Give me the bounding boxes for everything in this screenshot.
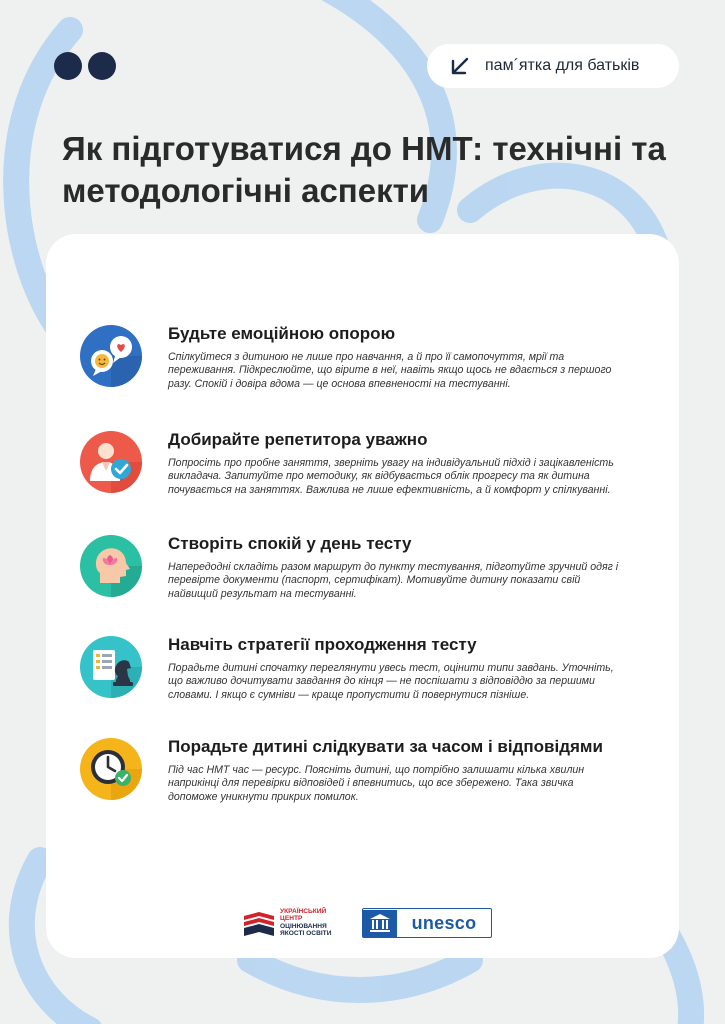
clock-check-icon: [80, 738, 142, 800]
tip-item: [80, 636, 650, 726]
partner-logos: [242, 906, 502, 942]
parents-memo-badge: [427, 44, 679, 88]
tip-item: [80, 535, 650, 625]
tip-text: Спілкуйтеся з дитиною не лише про навчання, а й про її самопочуття, мрії та переживання. Підкреслюйте, що вірите в неї, навіть якщо щось не вдається з першого разу. Спокій і довіра вдома — це основа впевненості на тестуванні.: [168, 351, 612, 390]
tip-title: Порадьте дитині слідкувати за часом і відповідями: [168, 737, 603, 756]
ucoyo-logo: [242, 906, 342, 940]
badge-label: пам´ятка для батьків: [485, 57, 640, 74]
tip-item: [80, 738, 650, 828]
ucoyo-line: ОЦІНЮВАННЯ: [280, 922, 327, 930]
tip-item: [80, 431, 650, 521]
dot: [88, 52, 116, 80]
tutor-check-icon: [80, 431, 142, 493]
tip-text: Під час НМТ час — ресурс. Поясніть дитині, що потрібно залишати кілька хвилин наприкінці для перевірки відповідей і впевнитись, що все збережено. Така звичка допоможе уникнути прикрих помилок.: [168, 764, 585, 803]
ucoyo-line: ЯКОСТІ ОСВІТИ: [280, 930, 332, 938]
ucoyo-line: УКРАЇНСЬКИЙ: [280, 908, 327, 915]
dot: [54, 52, 82, 80]
tips-card: [46, 234, 679, 958]
tip-text: Напередодні складіть разом маршрут до пункту тестування, підготуйте зручний одяг і перевірте документи (паспорт, сертифікат). Мотивуйте дитину показати свій найвищий результат на тестуванні.: [168, 561, 619, 600]
ucoyo-text: [280, 908, 342, 938]
unesco-logo: [362, 908, 492, 938]
chat-bubbles-icon: [80, 325, 142, 387]
tip-title: Створіть спокій у день тесту: [168, 534, 412, 553]
decorative-dots: [54, 52, 116, 80]
tip-text: Порадьте дитині спочатку переглянути увесь тест, оцінити типи завдань. Уточніть, що важливо дочитувати завдання до кінця — не поспішати з відповіддю за першими словами. І якщо є сумніви — краще пропустити й повернутися пізніше.: [168, 662, 614, 701]
ucoyo-line: ЦЕНТР: [280, 915, 303, 923]
chess-strategy-icon: [80, 636, 142, 698]
temple-glyph: [368, 913, 392, 933]
tip-title: Навчіть стратегії проходження тесту: [168, 635, 477, 654]
tip-text: Попросіть про пробне заняття, зверніть увагу на індивідуальний підхід і зацікавленість викладача. Запитуйте про методику, як відбувається облік прогресу та як дитина почувається на заняттях. Важлива не лише ефективність, а й комфорт у спілкуванні.: [168, 457, 614, 496]
arrow-down-left-icon: [449, 55, 471, 77]
tip-item: [80, 325, 650, 415]
page-title: Як підготуватися до НМТ: технічні та методологічні аспекти: [62, 130, 666, 209]
ucoyo-book-icon: [242, 908, 276, 938]
tip-title: Будьте емоційною опорою: [168, 324, 396, 343]
head-lotus-icon: [80, 535, 142, 597]
unesco-wordmark: unesco: [411, 912, 477, 933]
temple-icon: [363, 910, 397, 937]
tip-title: Добирайте репетитора уважно: [168, 430, 428, 449]
